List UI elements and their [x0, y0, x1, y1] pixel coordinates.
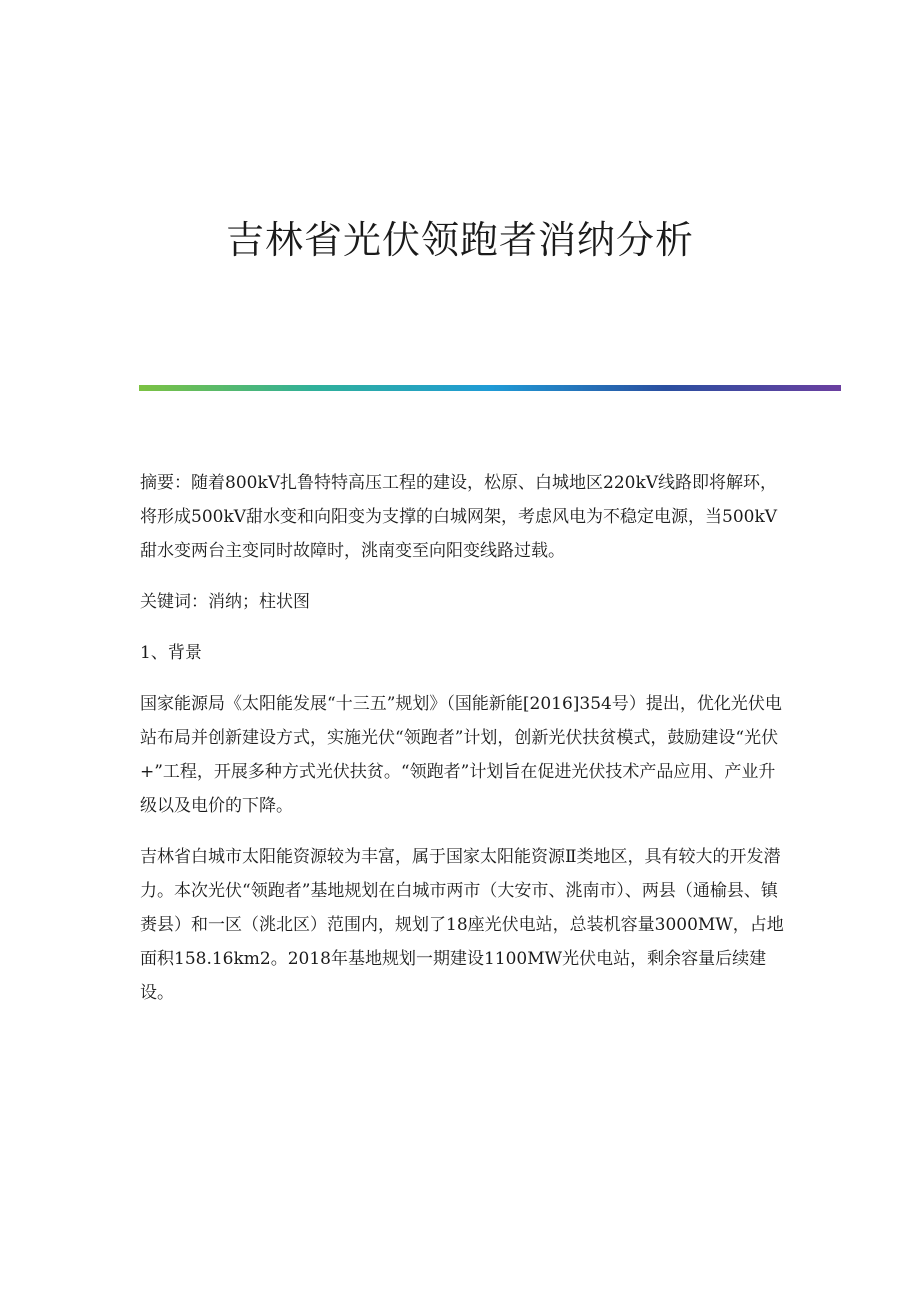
background-paragraph-2: 吉林省白城市太阳能资源较为丰富，属于国家太阳能资源Ⅱ类地区，具有较大的开发潜力。本次光伏“领跑者”基地规划在白城市两市（大安市、洮南市）、两县（通榆县、镇赉县）和一区（洮北区）范围内，规划了18座光伏电站，总装机容量3000MW，占地面积158.16km2。2018年基地规划一期建设1100MW光伏电站，剩余容量后续建设。	[140, 847, 784, 1003]
abstract-paragraph: 摘要：随着800kV扎鲁特特高压工程的建设，松原、白城地区220kV线路即将解环，将形成500kV甜水变和向阳变为支撑的白城网架，考虑风电为不稳定电源，当500kV甜水变两台主变同时故障时，洮南变至向阳变线路过载。	[140, 473, 778, 561]
section-heading: 1、背景	[140, 643, 202, 663]
keywords-line: 关键词：消纳；柱状图	[140, 592, 310, 612]
document-title: 吉林省光伏领跑者消纳分析	[225, 218, 694, 262]
background-paragraph-1: 国家能源局《太阳能发展“十三五”规划》（国能新能[2016]354号）提出，优化光伏电站布局并创新建设方式，实施光伏“领跑者”计划，创新光伏扶贫模式，鼓励建设“光伏+”工程，开展多种方式光伏扶贫。“领跑者”计划旨在促进光伏技术产品应用、产业升级以及电价的下降。	[140, 694, 782, 816]
gradient-divider	[139, 385, 841, 391]
document-body	[140, 466, 790, 1027]
